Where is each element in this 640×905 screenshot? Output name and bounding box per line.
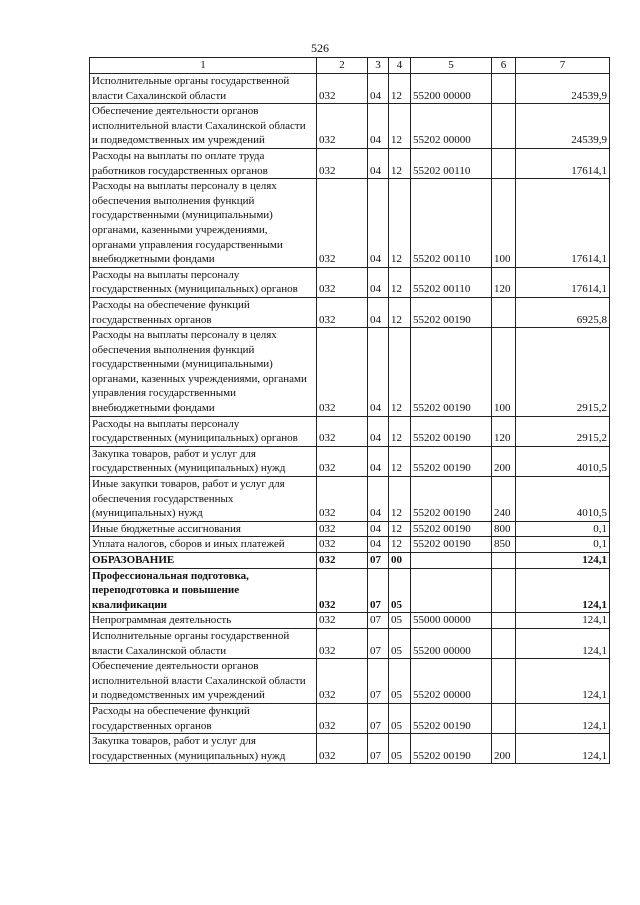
row-code-cell: 032 (317, 179, 368, 268)
row-subsection-cell: 12 (389, 328, 411, 417)
budget-table (89, 57, 610, 764)
row-code-cell: 032 (317, 148, 368, 178)
row-subsection-cell: 12 (389, 104, 411, 149)
row-section-cell: 04 (368, 148, 389, 178)
row-subsection-cell: 12 (389, 267, 411, 297)
row-expense-type-cell: 100 (492, 179, 516, 268)
row-expense-type-cell (492, 568, 516, 613)
row-expense-type-cell: 850 (492, 537, 516, 553)
row-amount-cell: 2915,2 (516, 416, 610, 446)
row-amount-cell: 2915,2 (516, 328, 610, 417)
row-name-cell: Иные закупки товаров, работ и услуг для обеспечения государственных (муниципальных) нужд (90, 477, 317, 522)
row-section-cell: 07 (368, 553, 389, 569)
row-expense-type-cell (492, 628, 516, 658)
table-row (90, 297, 610, 327)
row-amount-cell: 124,1 (516, 553, 610, 569)
row-section-cell: 07 (368, 568, 389, 613)
row-section-cell: 07 (368, 659, 389, 704)
row-name-cell: Обеспечение деятельности органов исполнительной власти Сахалинской области и подведомственных им учреждений (90, 104, 317, 149)
row-section-cell: 04 (368, 179, 389, 268)
row-amount-cell: 24539,9 (516, 74, 610, 104)
row-subsection-cell: 12 (389, 179, 411, 268)
row-amount-cell: 17614,1 (516, 267, 610, 297)
row-subsection-cell: 05 (389, 628, 411, 658)
row-expense-type-cell (492, 613, 516, 629)
row-amount-cell: 17614,1 (516, 148, 610, 178)
row-expense-type-cell (492, 297, 516, 327)
row-expense-type-cell (492, 74, 516, 104)
row-target-cell: 55202 00190 (411, 328, 492, 417)
row-name-cell: Расходы на выплаты персоналу в целях обеспечения выполнения функций государственными (муниципальными) органами, казенных учреждениями, органами управления государственными внебюджетными фондами (90, 328, 317, 417)
row-target-cell: 55202 00110 (411, 267, 492, 297)
row-expense-type-cell: 200 (492, 734, 516, 764)
table-row (90, 477, 610, 522)
row-expense-type-cell: 200 (492, 446, 516, 476)
row-amount-cell: 124,1 (516, 734, 610, 764)
row-name-cell: Расходы на обеспечение функций государственных органов (90, 703, 317, 733)
table-row (90, 659, 610, 704)
table-row (90, 328, 610, 417)
row-amount-cell: 4010,5 (516, 446, 610, 476)
row-code-cell: 032 (317, 659, 368, 704)
row-section-cell: 07 (368, 703, 389, 733)
header-cell: 2 (317, 58, 368, 74)
row-section-cell: 04 (368, 74, 389, 104)
row-amount-cell: 124,1 (516, 568, 610, 613)
row-subsection-cell: 12 (389, 477, 411, 522)
row-expense-type-cell: 800 (492, 521, 516, 537)
row-expense-type-cell: 120 (492, 416, 516, 446)
row-section-cell: 04 (368, 446, 389, 476)
row-section-cell: 04 (368, 267, 389, 297)
row-subsection-cell: 12 (389, 416, 411, 446)
row-name-cell: Исполнительные органы государственной власти Сахалинской области (90, 628, 317, 658)
row-target-cell: 55000 00000 (411, 613, 492, 629)
row-target-cell: 55200 00000 (411, 74, 492, 104)
row-target-cell: 55202 00190 (411, 703, 492, 733)
row-target-cell: 55202 00190 (411, 446, 492, 476)
header-cell: 3 (368, 58, 389, 74)
row-expense-type-cell (492, 659, 516, 704)
row-name-cell: Профессиональная подготовка, переподготовка и повышение квалификации (90, 568, 317, 613)
row-target-cell: 55200 00000 (411, 628, 492, 658)
row-name-cell: Исполнительные органы государственной власти Сахалинской области (90, 74, 317, 104)
row-code-cell: 032 (317, 74, 368, 104)
row-name-cell: Расходы на выплаты персоналу в целях обеспечения выполнения функций государственными (муниципальными) органами, казенными учреждениями, органами управления государственными внебюджетными фондами (90, 179, 317, 268)
table-row (90, 446, 610, 476)
row-section-cell: 04 (368, 521, 389, 537)
table-row (90, 521, 610, 537)
row-code-cell: 032 (317, 537, 368, 553)
row-code-cell: 032 (317, 297, 368, 327)
row-name-cell: Закупка товаров, работ и услуг для государственных (муниципальных) нужд (90, 734, 317, 764)
row-amount-cell: 0,1 (516, 521, 610, 537)
row-code-cell: 032 (317, 628, 368, 658)
row-name-cell: Расходы на выплаты персоналу государственных (муниципальных) органов (90, 267, 317, 297)
row-code-cell: 032 (317, 446, 368, 476)
row-subsection-cell: 05 (389, 703, 411, 733)
row-subsection-cell: 12 (389, 74, 411, 104)
row-expense-type-cell (492, 148, 516, 178)
row-amount-cell: 0,1 (516, 537, 610, 553)
row-name-cell: Обеспечение деятельности органов исполнительной власти Сахалинской области и подведомственных им учреждений (90, 659, 317, 704)
header-cell: 6 (492, 58, 516, 74)
table-row (90, 416, 610, 446)
row-name-cell: Уплата налогов, сборов и иных платежей (90, 537, 317, 553)
row-subsection-cell: 00 (389, 553, 411, 569)
row-target-cell (411, 568, 492, 613)
row-subsection-cell: 12 (389, 521, 411, 537)
table-row (90, 568, 610, 613)
table-row (90, 179, 610, 268)
row-amount-cell: 124,1 (516, 628, 610, 658)
row-code-cell: 032 (317, 328, 368, 417)
row-section-cell: 04 (368, 328, 389, 417)
row-target-cell: 55202 00000 (411, 659, 492, 704)
row-expense-type-cell (492, 703, 516, 733)
row-target-cell: 55202 00190 (411, 521, 492, 537)
row-code-cell: 032 (317, 267, 368, 297)
row-name-cell: Непрограммная деятельность (90, 613, 317, 629)
row-subsection-cell: 05 (389, 568, 411, 613)
row-code-cell: 032 (317, 568, 368, 613)
row-target-cell (411, 553, 492, 569)
row-section-cell: 04 (368, 416, 389, 446)
row-expense-type-cell: 240 (492, 477, 516, 522)
row-code-cell: 032 (317, 477, 368, 522)
row-expense-type-cell (492, 104, 516, 149)
row-amount-cell: 124,1 (516, 613, 610, 629)
row-target-cell: 55202 00190 (411, 297, 492, 327)
row-code-cell: 032 (317, 703, 368, 733)
row-amount-cell: 124,1 (516, 659, 610, 704)
row-name-cell: Расходы на обеспечение функций государственных органов (90, 297, 317, 327)
row-amount-cell: 17614,1 (516, 179, 610, 268)
table-row (90, 267, 610, 297)
table-row (90, 148, 610, 178)
row-code-cell: 032 (317, 734, 368, 764)
row-target-cell: 55202 00190 (411, 416, 492, 446)
row-name-cell: Расходы на выплаты персоналу государственных (муниципальных) органов (90, 416, 317, 446)
row-code-cell: 032 (317, 613, 368, 629)
row-subsection-cell: 12 (389, 297, 411, 327)
table-row (90, 628, 610, 658)
row-expense-type-cell: 120 (492, 267, 516, 297)
table-row (90, 104, 610, 149)
row-code-cell: 032 (317, 416, 368, 446)
row-target-cell: 55202 00110 (411, 148, 492, 178)
row-section-cell: 04 (368, 477, 389, 522)
table-row (90, 74, 610, 104)
row-expense-type-cell (492, 553, 516, 569)
row-amount-cell: 4010,5 (516, 477, 610, 522)
row-section-cell: 04 (368, 297, 389, 327)
row-subsection-cell: 05 (389, 613, 411, 629)
table-row (90, 537, 610, 553)
table-row (90, 734, 610, 764)
row-name-cell: ОБРАЗОВАНИЕ (90, 553, 317, 569)
row-section-cell: 07 (368, 628, 389, 658)
row-section-cell: 07 (368, 613, 389, 629)
row-section-cell: 07 (368, 734, 389, 764)
row-amount-cell: 124,1 (516, 703, 610, 733)
row-name-cell: Иные бюджетные ассигнования (90, 521, 317, 537)
row-subsection-cell: 12 (389, 148, 411, 178)
table-row (90, 703, 610, 733)
row-target-cell: 55202 00190 (411, 537, 492, 553)
row-name-cell: Закупка товаров, работ и услуг для государственных (муниципальных) нужд (90, 446, 317, 476)
row-amount-cell: 6925,8 (516, 297, 610, 327)
row-code-cell: 032 (317, 104, 368, 149)
row-subsection-cell: 05 (389, 734, 411, 764)
row-expense-type-cell: 100 (492, 328, 516, 417)
row-target-cell: 55202 00190 (411, 734, 492, 764)
row-code-cell: 032 (317, 521, 368, 537)
page-number: 526 (311, 41, 329, 55)
row-amount-cell: 24539,9 (516, 104, 610, 149)
table-row (90, 553, 610, 569)
header-cell: 4 (389, 58, 411, 74)
header-cell: 5 (411, 58, 492, 74)
row-name-cell: Расходы на выплаты по оплате труда работников государственных органов (90, 148, 317, 178)
row-target-cell: 55202 00110 (411, 179, 492, 268)
row-target-cell: 55202 00190 (411, 477, 492, 522)
row-code-cell: 032 (317, 553, 368, 569)
row-target-cell: 55202 00000 (411, 104, 492, 149)
header-cell: 1 (90, 58, 317, 74)
row-section-cell: 04 (368, 104, 389, 149)
table-row (90, 613, 610, 629)
row-subsection-cell: 05 (389, 659, 411, 704)
row-subsection-cell: 12 (389, 446, 411, 476)
header-cell: 7 (516, 58, 610, 74)
row-subsection-cell: 12 (389, 537, 411, 553)
header-row (90, 58, 610, 74)
row-section-cell: 04 (368, 537, 389, 553)
